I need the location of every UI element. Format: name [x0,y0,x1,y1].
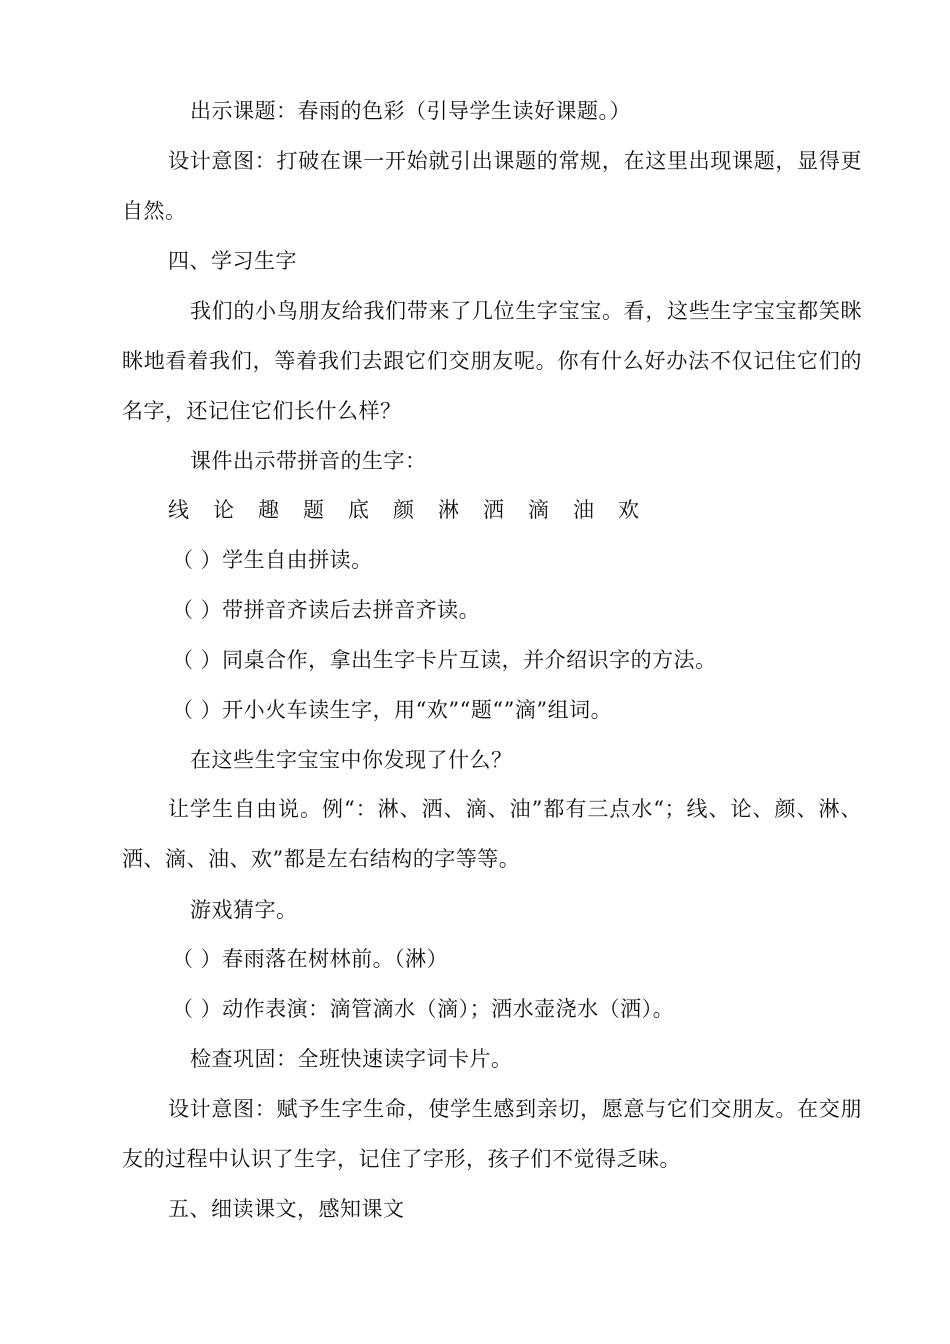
question-line: 在这些生字宝宝中你发现了什么？ [190,748,513,772]
activity-line: （ ）春雨落在树林前。（淋） [172,947,449,971]
lesson-title-line: 出示课题：春雨的色彩（引导学生读好课题。） [190,99,631,123]
character-item: 题 [303,498,325,522]
activity-line: （ ）同桌合作，拿出生字卡片互读，并介绍识字的方法。 [172,648,717,672]
character-item: 淋 [438,498,460,522]
character-list [168,497,663,523]
discussion-paragraph: 让学生自由说。例“：淋、洒、滴、油”都有三点水“；线、论、颜、淋、洒、滴、油、欢”都是左右结构的字等等。 [122,797,862,871]
activity-line: （ ）动作表演：滴管滴水（滴）；洒水壶浇水（洒）。 [172,997,675,1021]
review-line: 检查巩固：全班快速读字词卡片。 [190,1047,513,1071]
character-item: 颜 [393,498,415,522]
intro-paragraph: 我们的小鸟朋友给我们带来了几位生字宝宝。看，这些生字宝宝都笑眯眯地看着我们，等着我们去跟它们交朋友呢。你有什么好办法不仅记住它们的名字，还记住它们长什么样？ [122,299,862,423]
character-item: 欢 [618,498,640,522]
design-intent-paragraph-2: 设计意图：赋予生字生命，使学生感到亲切，愿意与它们交朋友。在交朋友的过程中认识了生字，记住了字形，孩子们不觉得乏味。 [122,1097,862,1171]
character-item: 论 [213,498,235,522]
section-heading-4: 四、学习生字 [168,249,297,273]
design-intent-paragraph-1: 设计意图：打破在课一开始就引出课题的常规，在这里出现课题，显得更自然。 [122,149,862,223]
activity-line: （ ）开小火车读生字，用“欢”“题“”滴”组词。 [172,698,613,722]
game-heading: 游戏猜字。 [190,898,298,922]
character-item: 滴 [528,498,550,522]
activity-line: （ ）学生自由拼读。 [172,548,373,572]
courseware-line: 课件出示带拼音的生字： [190,449,427,473]
character-item: 趣 [258,498,280,522]
character-item: 油 [573,498,595,522]
character-item: 底 [348,498,370,522]
character-item: 线 [168,498,190,522]
section-heading-5: 五、细读课文，感知课文 [168,1197,405,1221]
activity-line: （ ）带拼音齐读后去拼音齐读。 [172,598,481,622]
character-item: 洒 [483,498,505,522]
